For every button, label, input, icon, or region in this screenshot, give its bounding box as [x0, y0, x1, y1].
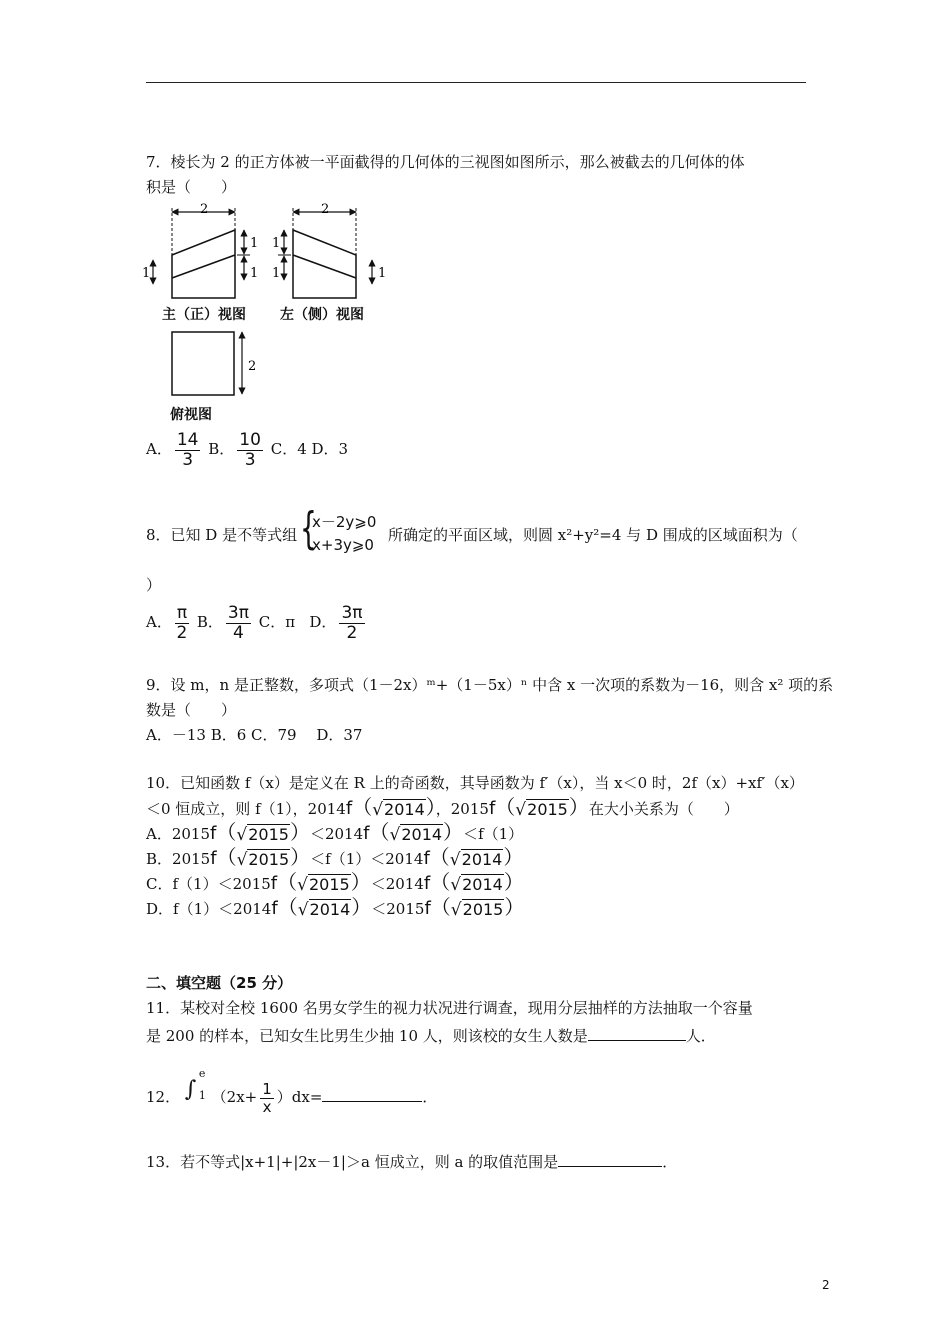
section-heading-fill-in: 二、填空题（25 分） — [146, 974, 293, 992]
q12-label: 12． — [146, 1088, 181, 1106]
side-view-caption: 左（侧）视图 — [280, 307, 364, 323]
q10-f-symbol: f — [345, 798, 353, 819]
q10-lt: ＜ — [309, 825, 325, 843]
side-lower-dim: 1 — [272, 266, 281, 281]
q10-coef: 2014 — [385, 850, 424, 868]
q12-tail: ． — [422, 1088, 438, 1106]
q10-sqrt: √2014 — [449, 850, 503, 870]
front-left-dim: 1 — [142, 266, 151, 281]
q10-rparen: ） — [289, 820, 310, 844]
q10-line1: 10．已知函数 f（x）是定义在 R 上的奇函数，其导函数为 f′（x），当 x＜0 时，2f（x）+xf′（x） — [146, 774, 804, 792]
q12-den: x — [262, 1097, 272, 1116]
q10-option-c — [146, 872, 524, 895]
q10-sqrt: √2015 — [236, 850, 290, 870]
q12-num: 1 — [262, 1079, 272, 1098]
q13-line — [146, 1150, 677, 1172]
q10-coef: 2015 — [232, 875, 271, 893]
q10-radicand: 2014 — [384, 800, 425, 819]
q10-opt-label: C． — [146, 875, 173, 893]
q10-lt: ＜ — [310, 850, 326, 868]
q8-ineq2: x+3y⩾0 — [312, 536, 374, 554]
q10-line2-a: ＜0 恒成立，则 f（1），2014 — [146, 800, 346, 818]
q10-radicand: 2014 — [462, 875, 503, 894]
q10-coef: 2015 — [172, 850, 211, 868]
q8-suffix: 所确定的平面区域，则圆 x²+y²=4 与 D 围成的区域面积为（ — [388, 526, 798, 544]
side-right-dim: 1 — [378, 266, 387, 281]
q8-options — [146, 600, 368, 644]
q10-lparen: （ — [430, 870, 451, 894]
q10-opt-label: D． — [146, 900, 174, 918]
q12-body-a: （2x+ — [211, 1088, 258, 1106]
q10-rparen: ） — [425, 795, 436, 819]
q10-coef: 2015 — [171, 825, 211, 843]
q10-lparen: （ — [216, 845, 237, 869]
q10-radicand: 2014 — [401, 825, 443, 844]
q10-lt: ＜ — [370, 850, 386, 868]
q8-close: ） — [146, 576, 162, 594]
front-lower-dim: 1 — [250, 266, 259, 281]
q9-options: A．－13 B．6 C．79 D．37 — [146, 726, 363, 744]
q8-opt-b-den: 4 — [233, 622, 244, 643]
q10-f-symbol: f — [423, 873, 431, 894]
side-upper-dim: 1 — [272, 236, 281, 251]
q10-lparen: （ — [277, 870, 298, 894]
q10-f1: f（1） — [173, 900, 219, 918]
q11-answer-blank[interactable] — [588, 1024, 686, 1041]
q12-lower-limit: 1 — [198, 1089, 206, 1102]
q9-line2: 数是（ ） — [146, 701, 237, 719]
q8-opt-d-num: 3π — [341, 602, 363, 623]
side-top-dim: 2 — [321, 202, 330, 217]
q10-rparen: ） — [351, 895, 372, 919]
q10-lparen: （ — [216, 820, 237, 844]
q8-opt-a-frac — [175, 604, 189, 643]
q7-opt-a-label: A． — [146, 440, 172, 458]
q10-line2 — [146, 797, 739, 820]
q10-lt: ＜ — [463, 825, 479, 843]
q8-opt-b-num: 3π — [227, 602, 249, 623]
q10-sqrt-2014: √2014 — [372, 800, 425, 820]
front-view — [153, 208, 250, 298]
q8-opt-a-label: A． — [146, 613, 172, 631]
q10-lt: ＜ — [370, 875, 386, 893]
q10-rparen: ） — [568, 795, 589, 819]
q10-option-a — [146, 822, 523, 845]
q10-lparen: （ — [352, 795, 373, 819]
q7-opt-a-frac — [175, 431, 201, 470]
q10-line2-c: 在大小关系为（ ） — [588, 800, 739, 818]
q10-sqrt: √2015 — [297, 875, 350, 895]
q8-opt-c: C．π — [258, 613, 296, 631]
q10-coef: 2014 — [385, 875, 424, 893]
plan-view — [172, 332, 242, 395]
header-rule — [146, 82, 806, 83]
q10-f-symbol: f — [424, 898, 431, 919]
q10-rparen: ） — [443, 820, 464, 844]
q10-f1: f（1） — [478, 825, 524, 843]
q11-line2 — [146, 1024, 716, 1046]
q10-option-d — [146, 897, 524, 920]
q10-radicand: 2015 — [248, 850, 290, 869]
q10-rparen: ） — [503, 845, 524, 869]
q8-opt-d-frac — [339, 604, 364, 643]
q10-radicand: 2015 — [527, 800, 568, 819]
q10-f-symbol: f — [210, 823, 217, 844]
q13-text: 13．若不等式|x+1|+|2x－1|＞a 恒成立，则 a 的取值范围是 — [146, 1153, 559, 1171]
q10-lparen: （ — [277, 895, 298, 919]
q10-sqrt: √2014 — [450, 875, 503, 895]
q13-tail: ． — [662, 1153, 678, 1171]
q9-line1: 9．设 m，n 是正整数，多项式（1－2x）ᵐ+（1－5x）ⁿ 中含 x 一次项的系数为－16，则含 x² 项的系 — [146, 676, 834, 694]
q10-f-symbol: f — [363, 823, 370, 844]
q11-line2-text: 是 200 的样本，已知女生比男生少抽 10 人，则该校的女生人数是 — [146, 1027, 588, 1045]
q10-sqrt: √2015 — [236, 825, 289, 845]
q10-opt-label: B． — [146, 850, 173, 868]
q7-opt-a-den: 3 — [182, 449, 194, 470]
q10-option-b — [146, 847, 523, 870]
q7-opt-a-num: 14 — [176, 429, 199, 450]
q13-answer-blank[interactable] — [558, 1150, 662, 1167]
plan-height-dim: 2 — [248, 359, 257, 374]
q10-rparen: ） — [504, 895, 525, 919]
q10-rparen: ） — [350, 870, 371, 894]
q12-frac — [260, 1081, 274, 1116]
q12-integral-icon: ∫ — [184, 1077, 197, 1102]
q10-opt-label: A． — [146, 825, 172, 843]
front-top-dim: 2 — [200, 202, 209, 217]
q10-rparen: ） — [290, 845, 311, 869]
q10-f-symbol: f — [488, 798, 496, 819]
q7-line1: 7．棱长为 2 的正方体被一平面截得的几何体的三视图如图所示，那么被截去的几何体的体 — [146, 153, 745, 171]
q10-sqrt: √2014 — [297, 900, 351, 920]
q10-line2-b: ，2015 — [435, 800, 489, 818]
q12-integral-sign — [184, 1067, 207, 1113]
q10-coef: 2014 — [233, 900, 272, 918]
q8-opt-d-label: D． — [309, 613, 337, 631]
q10-radicand: 2015 — [462, 900, 504, 919]
q10-lparen: （ — [369, 820, 390, 844]
q10-f1: f（1） — [325, 850, 371, 868]
plan-view-caption: 俯视图 — [170, 407, 212, 423]
q10-lt: ＜ — [218, 900, 234, 918]
q11-tail: 人． — [685, 1027, 716, 1045]
q10-lparen: （ — [495, 795, 516, 819]
q10-sqrt: √2014 — [389, 825, 443, 845]
q8-brace-icon: { — [300, 503, 317, 554]
q10-radicand: 2015 — [248, 825, 289, 844]
q10-lt: ＜ — [371, 900, 387, 918]
q8-opt-b-label: B． — [196, 613, 223, 631]
q10-f-symbol: f — [270, 873, 278, 894]
page-number: 2 — [822, 1278, 830, 1292]
q8-opt-a-den: 2 — [176, 622, 188, 643]
q7-opt-b-label: B． — [208, 440, 235, 458]
q7-line2: 积是（ ） — [146, 178, 237, 196]
q8-ineq1: x－2y⩾0 — [312, 513, 377, 531]
q8-opt-b-frac — [226, 604, 251, 643]
q10-lparen: （ — [429, 845, 450, 869]
q10-coef: 2014 — [324, 825, 364, 843]
q7-options — [146, 427, 348, 471]
q12-body-b: ）dx= — [276, 1088, 323, 1106]
q8-prefix: 8．已知 D 是不等式组 — [146, 526, 298, 544]
q10-f-symbol: f — [423, 848, 430, 869]
q7-opt-b-frac — [237, 431, 263, 470]
q10-sqrt-2015: √2015 — [515, 800, 568, 820]
q10-rparen: ） — [503, 870, 524, 894]
q12-line — [146, 1067, 438, 1119]
front-upper-dim: 1 — [250, 236, 259, 251]
q10-coef: 2015 — [386, 900, 425, 918]
q10-radicand: 2014 — [309, 900, 351, 919]
q12-upper-limit: e — [198, 1067, 206, 1080]
q10-lparen: （ — [430, 895, 451, 919]
q7-opt-cd: C．4 D．3 — [270, 440, 349, 458]
front-view-caption: 主（正）视图 — [162, 307, 246, 323]
side-view — [278, 208, 372, 298]
q8-opt-a-num: π — [176, 602, 188, 623]
q12-answer-blank[interactable] — [322, 1085, 422, 1102]
q8-inequality-system — [300, 503, 390, 557]
q10-f1: f（1） — [172, 875, 218, 893]
q11-line1: 11．某校对全校 1600 名男女学生的视力状况进行调查，现用分层抽样的方法抽取一个容量 — [146, 999, 753, 1017]
q10-sqrt: √2015 — [450, 900, 504, 920]
q10-radicand: 2014 — [461, 850, 503, 869]
q10-radicand: 2015 — [308, 875, 350, 894]
q10-f-symbol: f — [271, 898, 278, 919]
q7-opt-b-num: 10 — [239, 429, 261, 450]
q10-lt: ＜ — [217, 875, 233, 893]
q8-opt-d-den: 2 — [346, 622, 358, 643]
q7-opt-b-den: 3 — [244, 449, 256, 470]
q10-f-symbol: f — [210, 848, 217, 869]
